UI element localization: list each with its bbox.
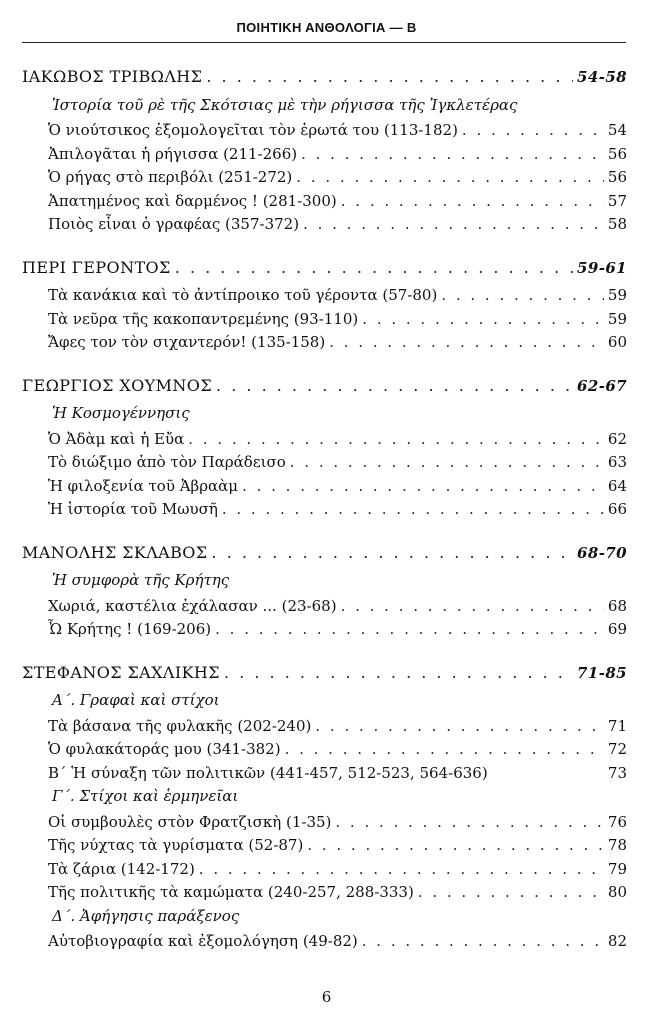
toc-entry xyxy=(48,429,627,449)
leader-dots xyxy=(418,882,604,902)
leader-dots xyxy=(175,258,573,278)
toc-entry xyxy=(48,285,627,305)
toc-entry-title: Ἀπιλογᾶται ἡ ρήγισσα (211-266) xyxy=(48,144,298,163)
author-entry-page: 62-67 xyxy=(577,376,627,395)
leader-dots xyxy=(216,376,573,396)
leader-dots xyxy=(206,67,573,87)
toc-entry-page: 58 xyxy=(607,215,627,233)
author-entry-page: 54-58 xyxy=(577,68,627,86)
toc-entry-page: 68 xyxy=(607,596,627,615)
leader-dots xyxy=(362,931,604,951)
author-entry-title: ΓΕΩΡΓΙΟΣ ΧΟΥΜΝΟΣ xyxy=(22,375,213,395)
toc-entry-title: Ὁ ρήγας στὸ περιβόλι (251-272) xyxy=(48,168,293,186)
toc-entry-page: 76 xyxy=(607,812,627,831)
toc-entry-page: 82 xyxy=(607,932,627,950)
author-entry-page: 59-61 xyxy=(577,258,627,277)
author-entry-page: 71-85 xyxy=(577,663,627,682)
toc-entry-page: 56 xyxy=(607,168,627,186)
toc-entry xyxy=(48,716,627,736)
leader-dots xyxy=(212,543,573,563)
toc-entry xyxy=(48,619,627,639)
leader-dots xyxy=(335,812,604,832)
toc-entry-page: 72 xyxy=(607,740,627,758)
toc-entry-title: Ἡ ἱστορία τοῦ Μωυσῆ xyxy=(48,500,218,518)
toc-entry-page: 54 xyxy=(607,121,627,139)
toc-entry xyxy=(48,309,627,329)
toc-entry xyxy=(48,499,627,519)
toc-entry-title: Ποιὸς εἶναι ὁ γραφέας (357-372) xyxy=(48,215,300,233)
toc-entry xyxy=(48,812,627,832)
author-entry xyxy=(22,376,627,396)
toc-entry-page: 78 xyxy=(607,836,627,854)
author-entry xyxy=(22,543,627,563)
toc-entry-title: Τῆς πολιτικῆς τὰ καμώματα (240-257, 288-333) xyxy=(48,883,414,901)
leader-dots xyxy=(242,476,604,496)
toc-entry xyxy=(48,859,627,879)
toc-entry xyxy=(48,476,627,496)
toc-entry-title: Τὰ νεῦρα τῆς κακοπαντρεμένης (93-110) xyxy=(48,309,359,328)
leader-dots xyxy=(222,499,604,519)
toc-entry xyxy=(48,763,627,783)
author-entry-title: ΣΤΕΦΑΝΟΣ ΣΑΧΛΙΚΗΣ xyxy=(22,662,221,682)
toc-entry-title: Τῆς νύχτας τὰ γυρίσματα (52-87) xyxy=(48,836,304,854)
author-entry-title: ΜΑΝΟΛΗΣ ΣΚΛΑΒΟΣ xyxy=(22,542,208,562)
toc-entry xyxy=(48,167,627,187)
toc-entry xyxy=(48,332,627,352)
toc-entry xyxy=(48,191,627,211)
toc-entry xyxy=(48,214,627,234)
author-entry xyxy=(22,258,627,278)
toc-entry xyxy=(48,931,627,951)
toc-entry-title: Οἱ συμβουλὲς στὸν Φρατζισκὴ (1-35) xyxy=(48,812,332,831)
toc-entry-page: 56 xyxy=(607,144,627,163)
work-subtitle: Α΄. Γραφαὶ καὶ στίχοι xyxy=(52,691,220,709)
work-subtitle: Δ΄. Ἀφήγησις παράξενος xyxy=(52,906,240,925)
toc-entry-title: Ὦ Κρήτης ! (169-206) xyxy=(48,620,212,638)
leader-dots xyxy=(188,429,604,449)
toc-entry-title: Τὰ βάσανα τῆς φυλακῆς (202-240) xyxy=(48,716,312,735)
toc-entry-title: Ἄφες τον τὸν σιχαντερόν! (135-158) xyxy=(48,333,326,351)
toc-entry-page: 59 xyxy=(607,286,627,304)
leader-dots xyxy=(341,596,604,616)
leader-dots xyxy=(199,859,604,879)
leader-dots xyxy=(341,191,604,211)
work-subtitle: Γ΄. Στίχοι καὶ ἑρμηνεῖαι xyxy=(52,787,239,805)
toc-entry-page: 79 xyxy=(607,859,627,878)
toc-entry-page: 62 xyxy=(607,429,627,448)
toc-entry-title: Ἀπατημένος καὶ δαρμένος ! (281-300) xyxy=(48,191,337,210)
toc-entry-page: 66 xyxy=(607,500,627,518)
leader-dots xyxy=(329,332,604,352)
leader-dots xyxy=(441,285,604,305)
author-entry xyxy=(22,663,627,683)
toc-entry-title: Ἡ φιλοξενία τοῦ Ἀβραὰμ xyxy=(48,476,239,495)
leader-dots xyxy=(303,214,604,234)
leader-dots xyxy=(296,167,604,187)
toc-entry-page: 57 xyxy=(607,191,627,210)
leader-dots xyxy=(307,835,604,855)
leader-dots xyxy=(462,120,604,140)
toc-entry-title: Αὐτοβιογραφία καὶ ἐξομολόγηση (49-82) xyxy=(48,932,358,950)
toc-entry xyxy=(48,452,627,472)
toc-entry xyxy=(48,596,627,616)
toc-entry-page: 80 xyxy=(607,883,627,901)
work-subtitle: Ἡ Κοσμογέννησις xyxy=(52,404,190,422)
toc-entry xyxy=(48,882,627,902)
leader-dots xyxy=(362,309,604,329)
toc-entry-title: Χωριά, καστέλια ἐχάλασαν ... (23-68) xyxy=(48,596,337,615)
toc-entry-title: Ὁ νιούτσικος ἐξομολογεῖται τὸν ἐρωτά του (113-182) xyxy=(48,121,458,139)
work-subtitle: Ἡ συμφορὰ τῆς Κρήτης xyxy=(52,571,230,589)
author-entry-title: ΠΕΡΙ ΓΕΡΟΝΤΟΣ xyxy=(22,257,171,277)
toc-entry-title: Τὸ διώξιμο ἀπὸ τὸν Παράδεισο xyxy=(48,453,286,471)
header-rule xyxy=(22,42,626,43)
author-entry-title: ΙΑΚΩΒΟΣ ΤΡΙΒΩΛΗΣ xyxy=(22,67,203,86)
leader-dots xyxy=(315,716,604,736)
leader-dots xyxy=(215,619,604,639)
toc-entry-title: Τὰ ζάρια (142-172) xyxy=(48,859,195,878)
author-entry-page: 68-70 xyxy=(577,543,627,562)
toc-entry xyxy=(48,120,627,140)
leader-dots xyxy=(290,452,604,472)
toc-entry xyxy=(48,835,627,855)
leader-dots xyxy=(285,739,604,759)
toc-entry-title: Β΄ Ἡ σύναξη τῶν πολιτικῶν (441-457, 512-523, 564-636) xyxy=(48,763,488,782)
author-entry xyxy=(22,67,627,87)
toc-entry-title: Ὁ φυλακάτοράς μου (341-382) xyxy=(48,740,281,758)
toc-entry-page: 63 xyxy=(607,453,627,471)
running-header: ΠΟΙΗΤΙΚΗ ΑΝΘΟΛΟΓΙΑ — Β xyxy=(236,20,417,35)
toc-entry-page: 59 xyxy=(607,309,627,328)
toc-entry xyxy=(48,144,627,164)
toc-entry-page: 64 xyxy=(607,476,627,495)
toc-entry xyxy=(48,739,627,759)
toc-entry-title: Τὰ κανάκια καὶ τὸ ἀντίπροικο τοῦ γέροντα (57-80) xyxy=(48,286,438,304)
toc-entry-page: 69 xyxy=(607,620,627,638)
work-subtitle: Ἱστορία τοῦ ρὲ τῆς Σκότσιας μὲ τὴν ρήγισσα τῆς Ἰγκλετέρας xyxy=(52,95,518,114)
toc-entry-title: Ὁ Ἀδὰμ καὶ ἡ Εὔα xyxy=(48,429,185,448)
leader-dots xyxy=(301,144,604,164)
toc-entry-page: 71 xyxy=(607,716,627,735)
page-number: 6 xyxy=(321,988,332,1006)
toc-entry-page: 73 xyxy=(607,763,627,782)
leader-dots xyxy=(224,663,573,683)
toc-entry-page: 60 xyxy=(607,333,627,351)
